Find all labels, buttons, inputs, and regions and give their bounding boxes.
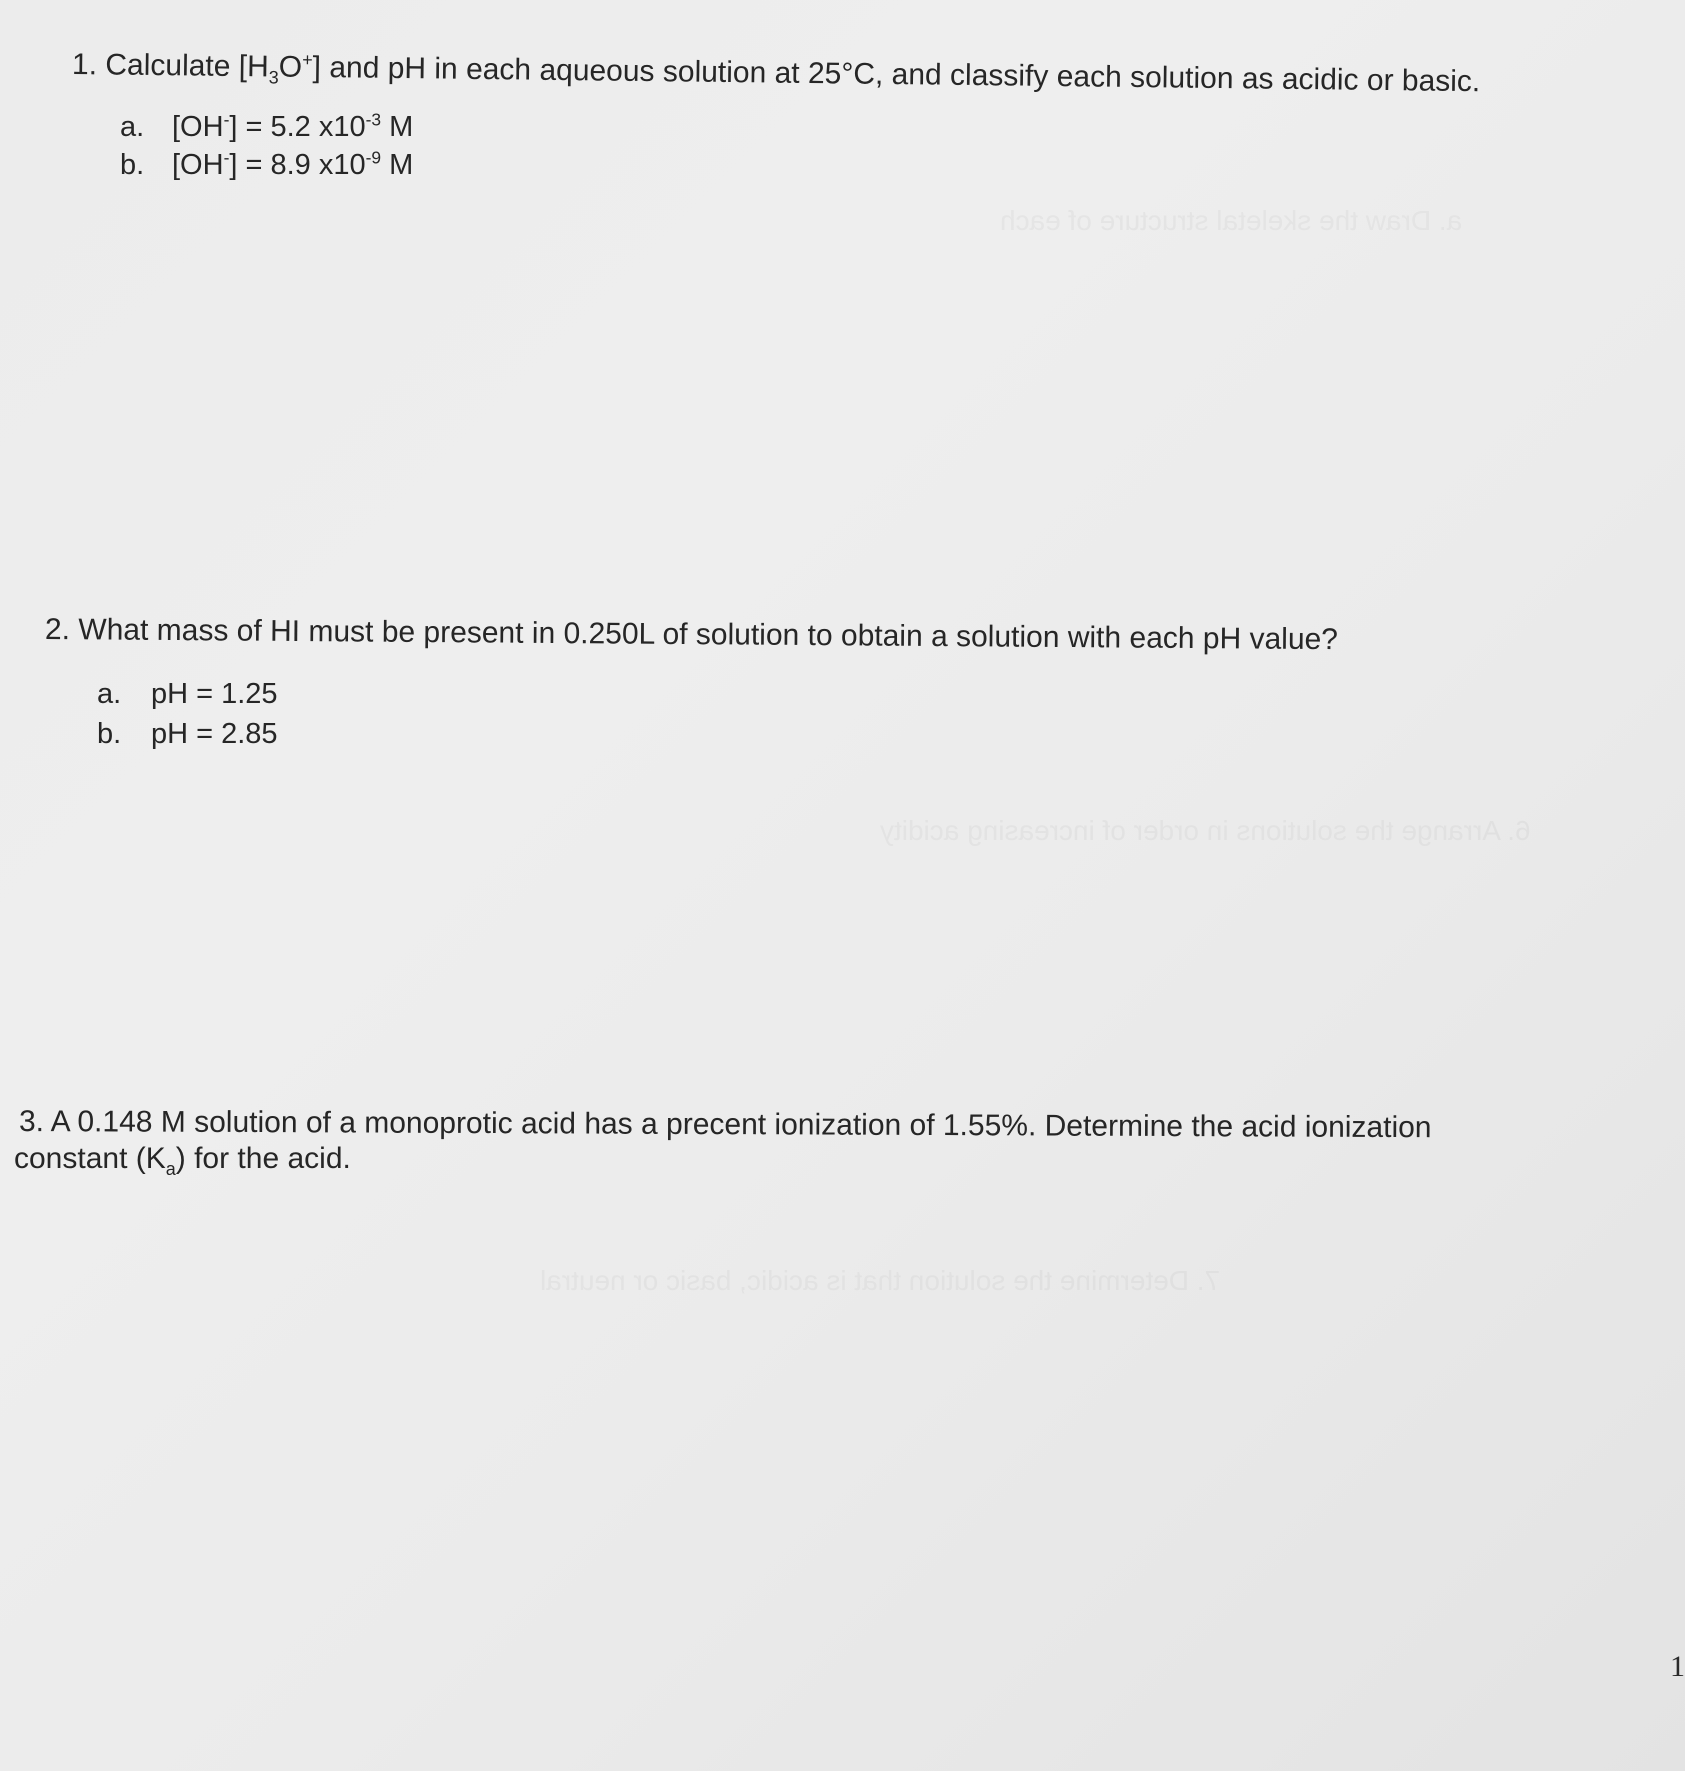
question-1-text: Calculate $[H_3O^+]$ and pH in each aqueous solution at 25°C, and classify each solution as acidic or basic.	[105, 48, 1481, 99]
question-3-number: 3.	[18, 1105, 45, 1139]
part-text: [OH-] = 5.2 $x10^{-3}$ M	[172, 109, 414, 143]
question-2-part-b	[97, 717, 278, 751]
part-text: pH = 2.85	[151, 718, 278, 750]
show-through-text: 7. Determine the solution that is acidic, basic or neutral	[540, 1265, 1221, 1296]
part-text: [OH-] = 8.9 $x10^{-9}$ M	[172, 147, 414, 181]
part-marker: b.	[120, 149, 145, 181]
question-3-text-line2: constant $(K_a)$ for the acid.	[14, 1142, 351, 1179]
question-1-part-b	[120, 148, 413, 182]
question-1-part-a	[120, 110, 413, 144]
show-through-text: 6. Arrange the solutions in order of increasing acidity	[880, 815, 1531, 846]
part-marker: a.	[97, 678, 122, 710]
show-through-text: a. Draw the skeletal structure of each	[1000, 205, 1463, 236]
question-2-number: 2.	[44, 613, 71, 647]
question-3-text-line1: A 0.148 M solution of a monoprotic acid has a precent ionization of 1.55%. Determine the acid ionization	[50, 1105, 1432, 1145]
page-number: 1	[1670, 1650, 1685, 1683]
part-text: pH = 1.25	[151, 678, 278, 710]
question-2-text: What mass of HI must be present in 0.250L of solution to obtain a solution with each pH value?	[78, 613, 1339, 657]
question-1	[72, 47, 1481, 100]
question-2	[45, 612, 1338, 658]
question-2-part-a	[97, 677, 278, 711]
question-1-number: 1.	[71, 48, 98, 82]
part-marker: a.	[120, 111, 145, 143]
part-marker: b.	[97, 718, 122, 750]
question-3	[19, 1104, 1432, 1146]
question-3-line2	[14, 1141, 351, 1177]
